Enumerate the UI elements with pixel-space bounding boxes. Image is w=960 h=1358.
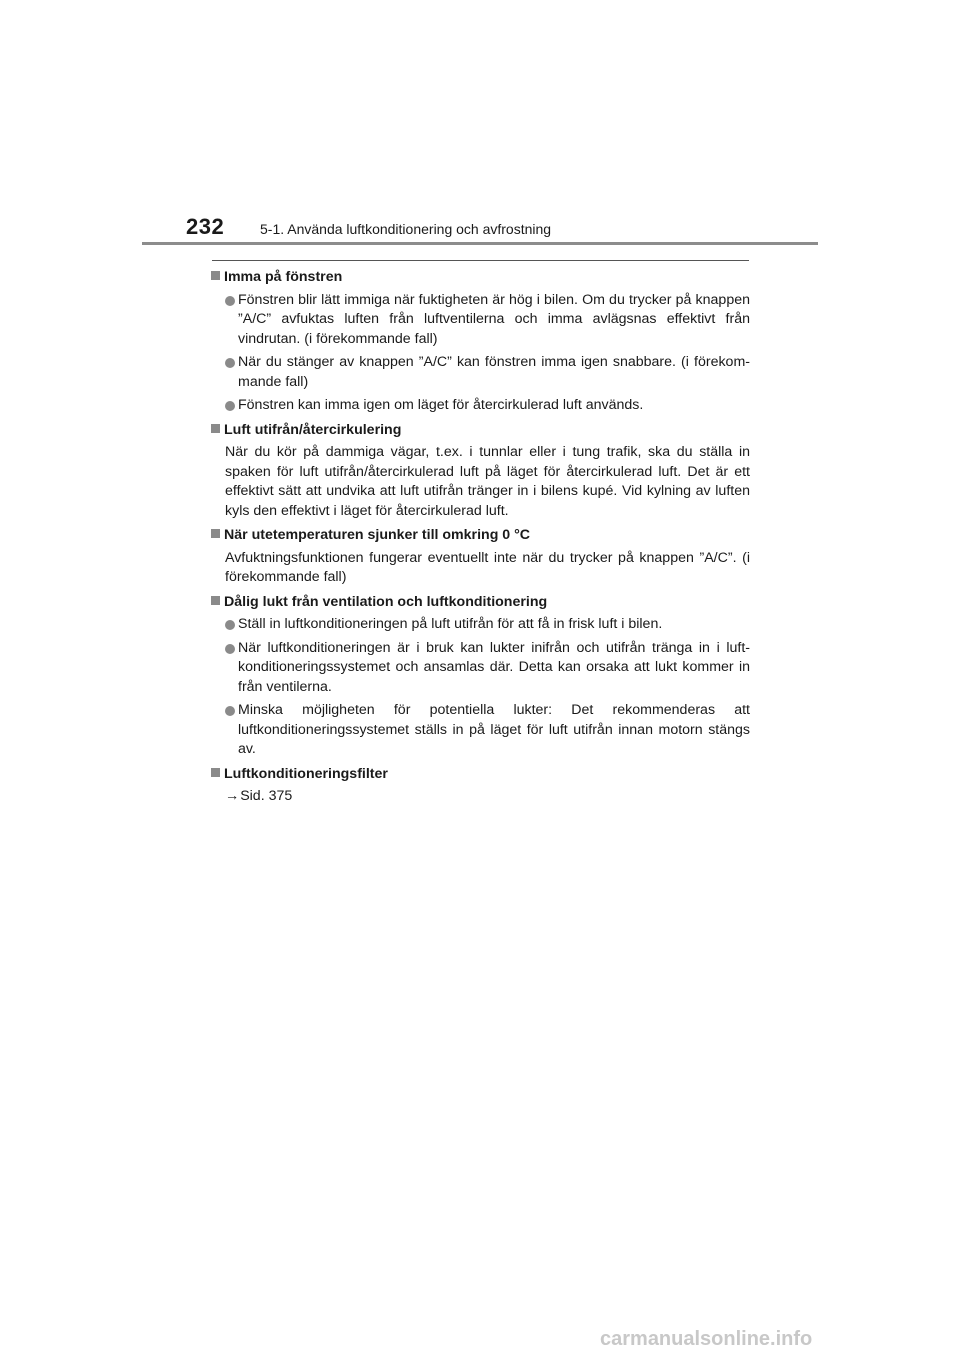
arrow-right-icon: →	[225, 788, 240, 804]
square-bullet-icon	[211, 529, 220, 538]
paragraph: När du kör på dammiga vägar, t.ex. i tunnlar eller i tung trafik, ska du ställa in spaken för luft utifrån/återcirkulerad luft på läget för återcirkulerad luft. Det är ett effektivt sätt att undvika att luft utifrån tränger in i bilens kupé. Vid kylning av luften kyls den effektivt i läget för återcirkulerad luft.	[225, 444, 750, 519]
list-item-text: När luftkonditioneringen är i bruk kan lukter inifrån och utifrån tränga in i luft-konditioneringssystemet och ansamlas där. Detta kan orsaka att lukt kommer in från ventilerna.	[238, 639, 750, 695]
square-bullet-icon	[211, 768, 220, 777]
section-heading	[210, 526, 750, 546]
section-recirculation	[210, 421, 750, 522]
list-item	[210, 291, 750, 350]
list-item	[210, 639, 750, 698]
section-low-temperature	[210, 526, 750, 588]
list-item	[210, 615, 750, 635]
dot-bullet-icon	[225, 296, 235, 306]
list-item-text: Fönstren blir lätt immiga när fuktigheten är hög i bilen. Om du trycker på knappen ”A/C” avfuktas luften från luftventilerna och imma avlägsnas effektivt från vindrutan. (i förekommande fall)	[238, 291, 750, 347]
page-number: 232	[186, 214, 225, 239]
section-heading	[210, 765, 750, 785]
dot-bullet-icon	[225, 706, 235, 716]
section-heading-text: Dålig lukt från ventilation och luftkonditionering	[224, 593, 548, 610]
list-item-text: Ställ in luftkonditioneringen på luft utifrån för att få in frisk luft i bilen.	[238, 616, 663, 632]
dot-bullet-icon	[225, 401, 235, 411]
list-item	[210, 701, 750, 760]
section-heading-text: Imma på fönstren	[224, 269, 343, 285]
section-heading-text: Luft utifrån/återcirkulering	[224, 421, 402, 438]
paragraph: Avfuktningsfunktionen fungerar eventuellt inte när du trycker på knappen ”A/C”. (i förekommande fall)	[225, 549, 750, 585]
content	[210, 268, 750, 812]
section-rule	[212, 260, 749, 261]
dot-bullet-icon	[225, 620, 235, 630]
square-bullet-icon	[211, 596, 220, 605]
page-reference[interactable]	[225, 787, 750, 807]
dot-bullet-icon	[225, 644, 235, 654]
section-odor	[210, 593, 750, 760]
page-reference-text[interactable]: Sid. 375	[240, 788, 293, 804]
square-bullet-icon	[211, 271, 220, 280]
header-rule	[142, 242, 818, 245]
list-item	[210, 353, 750, 392]
watermark: carmanualsonline.info	[600, 1328, 813, 1350]
section-heading	[210, 593, 750, 613]
square-bullet-icon	[211, 424, 220, 433]
dot-bullet-icon	[225, 358, 235, 368]
section-heading-text: När utetemperaturen sjunker till omkring 0 °C	[224, 527, 531, 543]
chapter-title: 5-1. Använda luftkonditionering och avfrostning	[260, 221, 552, 237]
section-heading	[210, 421, 750, 441]
section-heading-text: Luftkonditioneringsfilter	[224, 765, 388, 782]
list-item-text: Fönstren kan imma igen om läget för återcirkulerad luft används.	[238, 397, 644, 413]
section-filter	[210, 765, 750, 807]
list-item-text: Minska möjligheten för potentiella lukter: Det rekommenderas att luftkonditioneringssystemet ställs in på läget för luft utifrån innan motorn stängs av.	[238, 702, 750, 757]
list-item	[210, 396, 750, 416]
section-fogging	[210, 268, 750, 416]
list-item-text: När du stänger av knappen ”A/C” kan fönstren imma igen snabbare. (i förekom-mande fall)	[238, 354, 750, 390]
section-heading	[210, 268, 750, 288]
